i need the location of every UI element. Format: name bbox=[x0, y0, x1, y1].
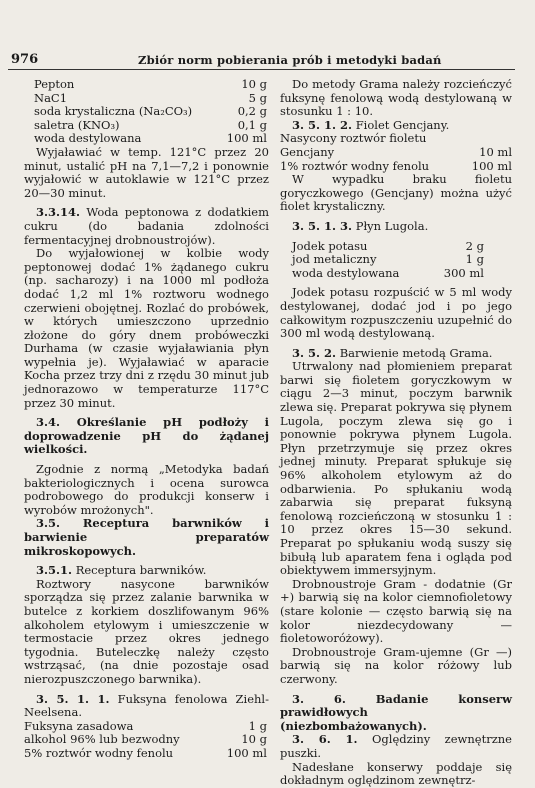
recipe-row: woda destylowana 100 ml bbox=[34, 131, 267, 146]
recipe-row: 5% roztwór wodny fenolu 100 ml bbox=[24, 745, 267, 760]
subheading: Nasycony roztwór fioletu bbox=[280, 131, 427, 146]
recipe-row: jod metaliczny 1 g bbox=[292, 252, 484, 267]
section-heading: 3.5.1. Receptura barwników. bbox=[36, 563, 207, 578]
section-heading: 3. 5. 1. 1. Fuksyna fenolowa Ziehl-Neelsena. bbox=[24, 691, 270, 720]
section-heading: 3. 5. 1. 3. Płyn Lugola. bbox=[292, 218, 429, 233]
recipe-row: Pepton 10 g bbox=[34, 77, 267, 91]
paragraph: Do wyjałowionej w kolbie wody peptonowej dodać 1% żądanego cukru (np. sacharozy) i na 1000 ml podłoża dodać 1,2 ml 1% roztworu wodnego czerwieni obojętnej. Rozlać do probówek, w których umieszczono uprzednio złożone do góry dnem probóweczki Durhama (w czasie wyjaławiania płyn wypełnia je). Wyjaławiać w aparacie Kocha przez trzy dni z rzędu 30 minut jub jednorazowo w temperaturze 117°C przez 30 minut. bbox=[24, 246, 269, 410]
left-column bbox=[24, 78, 269, 761]
section-heading: 3. 5. 1. 2. Fiolet Gencjany. bbox=[292, 117, 450, 132]
recipe-table bbox=[24, 720, 269, 761]
recipe-row: saletra (KNO₃) 0,1 g bbox=[34, 117, 267, 132]
paragraph: Zgodnie z normą „Metodyka badań bakteriologicznych i ocena surowca podrobowego do produkcji konserw i wyrobów mrożonych". bbox=[24, 462, 269, 517]
paragraph: Nadesłane konserwy poddaje się dokładnym oględzinom zewnętrz- bbox=[280, 759, 512, 788]
paragraph: Roztwory nasycone barwników sporządza się przez zalanie barwnika w butelce z korkiem doszlifowanym 96% alkoholem etylowym i umieszczenie w termostacie przez okres jednego tygodnia. Buteleczkę należy często wstrząsać, (na dnie pozostaje osad nierozpuszczonego barwnika). bbox=[24, 576, 269, 686]
recipe-row: NaC1 5 g bbox=[34, 90, 267, 105]
section-heading: 3. 6. 1. Oględziny zewnętrzne puszki. bbox=[280, 732, 512, 760]
paragraph: Do metody Grama należy rozcieńczyć fuksynę fenolową wodą destylowaną w stosunku 1 : 10. bbox=[280, 77, 512, 119]
paragraph: Utrwalony nad płomieniem preparat barwi się fioletem goryczkowym w ciągu 2—3 minut, poczym barwnik zlewa się. Preparat pokrywa się płynem Lugola, poczym zlewa się go i ponownie pokrywa płynem Lugola. Płyn przetrzymuje się przez okres jednej minuty. Preparat spłukuje się 96% alkoholem etylowym aż do odbarwienia. Po spłukaniu wodą zabarwia się preparat fuksyną fenolową rozcieńczoną w stosunku 1 : 10 przez okres 15—30 sekund. Preparat po spłukaniu wodą suszy się bibułą lub aparatem fena i ogląda pod obiektywem immersyjnym. bbox=[280, 359, 512, 578]
recipe-table bbox=[24, 78, 269, 146]
section-heading: 3.5. Receptura barwników i barwienie preparatów mikroskopowych. bbox=[24, 516, 269, 558]
paragraph: Wyjaławiać w temp. 121°C przez 20 minut, ustalić pH na 7,1—7,2 i ponownie wyjałowić w autoklawie w 121°C przez 20—30 minut. bbox=[24, 144, 269, 200]
paragraph: W wypadku braku fioletu goryczkowego (Gencjany) można użyć fiolet krystaliczny. bbox=[280, 172, 512, 214]
page-header bbox=[0, 50, 535, 72]
section-heading: 3. 5. 2. Barwienie metodą Grama. bbox=[292, 345, 493, 360]
right-column bbox=[280, 78, 512, 788]
paragraph: Drobnoustroje Gram-ujemne (Gr —) barwią się na kolor różowy lub czerwony. bbox=[280, 644, 512, 686]
section-heading: 3. 6. Badanie konserw prawidłowych (niezbombażowanych). bbox=[280, 691, 512, 733]
recipe-table bbox=[280, 240, 512, 281]
recipe-row: soda krystaliczna (Na₂CO₃) 0,2 g bbox=[34, 104, 267, 119]
header-rule bbox=[8, 69, 515, 70]
recipe-row: alkohol 96% lub bezwodny 10 g bbox=[24, 732, 267, 747]
recipe-row: woda destylowana 300 ml bbox=[292, 265, 484, 280]
page-number: 976 bbox=[11, 52, 39, 67]
section-heading: 3.3.14. Woda peptonowa z dodatkiem cukru (do badania zdolności fermentacyjnej drobnoustrojów). bbox=[24, 205, 270, 247]
recipe-row: Jodek potasu 2 g bbox=[292, 238, 484, 253]
paragraph: Drobnoustroje Gram - dodatnie (Gr +) barwią się na kolor ciemnofioletowy (stare kolonie — często barwią się na kolor niezdecydowany — fioletoworóżowy). bbox=[280, 576, 512, 646]
recipe-table bbox=[280, 146, 512, 173]
running-title: Zbiór norm pobierania prób i metodyki badań bbox=[138, 53, 442, 67]
recipe-row: Gencjany 10 ml bbox=[280, 144, 512, 159]
section-heading: 3.4. Określanie pH podłoży i doprowadzenie pH do żądanej wielkości. bbox=[24, 415, 269, 457]
recipe-row: 1% roztwór wodny fenolu 100 ml bbox=[280, 158, 512, 173]
paragraph: Jodek potasu rozpuścić w 5 ml wody destylowanej, dodać jod i po jego całkowitym rozpuszczeniu uzupełnić do 300 ml wodą destylowaną. bbox=[280, 285, 512, 341]
recipe-row: Fuksyna zasadowa 1 g bbox=[24, 718, 267, 733]
